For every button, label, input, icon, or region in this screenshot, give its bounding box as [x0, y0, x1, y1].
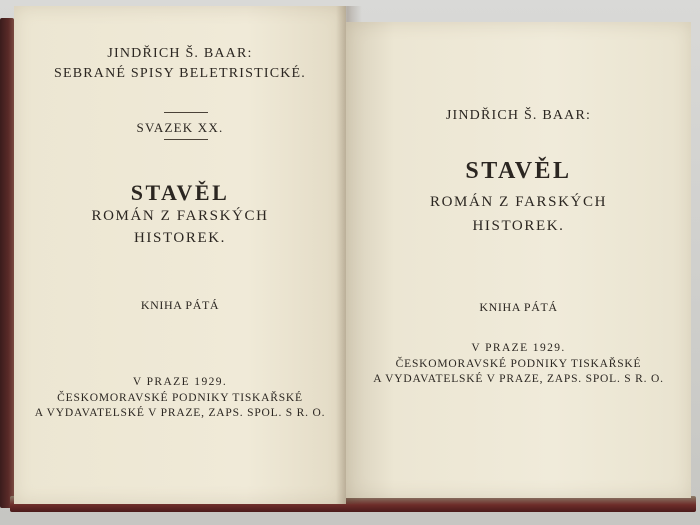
left-volume: SVAZEK XX.: [136, 120, 224, 135]
right-title: STAVĚL: [465, 158, 572, 184]
left-publisher-line-1: ČESKOMORAVSKÉ PODNIKY TISKAŘSKÉ: [57, 392, 303, 404]
left-subtitle-line-1: ROMÁN Z FARSKÝCH: [91, 208, 269, 224]
left-page: [14, 6, 346, 504]
right-publisher-line-1: ČESKOMORAVSKÉ PODNIKY TISKAŘSKÉ: [395, 358, 642, 370]
left-rule-top: [164, 112, 208, 113]
left-title: STAVĚL: [130, 180, 230, 205]
right-place-year: V PRAZE 1929.: [471, 342, 566, 354]
right-book-number: KNIHA PÁTÁ: [479, 300, 558, 314]
right-subtitle-line-2: HISTOREK.: [472, 218, 565, 234]
left-series-title: SEBRANÉ SPISY BELETRISTICKÉ.: [53, 66, 307, 81]
left-subtitle-line-2: HISTOREK.: [133, 230, 227, 246]
left-rule-bottom: [164, 139, 208, 140]
left-publisher-line-2: A VYDAVATELSKÉ V PRAZE, ZAPS. SPOL. S R. O.: [34, 407, 326, 419]
right-author: JINDŘICH Š. BAAR:: [445, 108, 592, 123]
left-place-year: V PRAZE 1929.: [132, 376, 228, 388]
left-book-number: KNIHA PÁTÁ: [140, 298, 220, 312]
right-page: [346, 22, 691, 498]
right-subtitle-line-1: ROMÁN Z FARSKÝCH: [429, 194, 607, 210]
left-author: JINDŘICH Š. BAAR:: [107, 46, 253, 61]
book-cover-edge: [0, 18, 14, 508]
right-publisher-line-2: A VYDAVATELSKÉ V PRAZE, ZAPS. SPOL. S R. O.: [373, 373, 664, 385]
